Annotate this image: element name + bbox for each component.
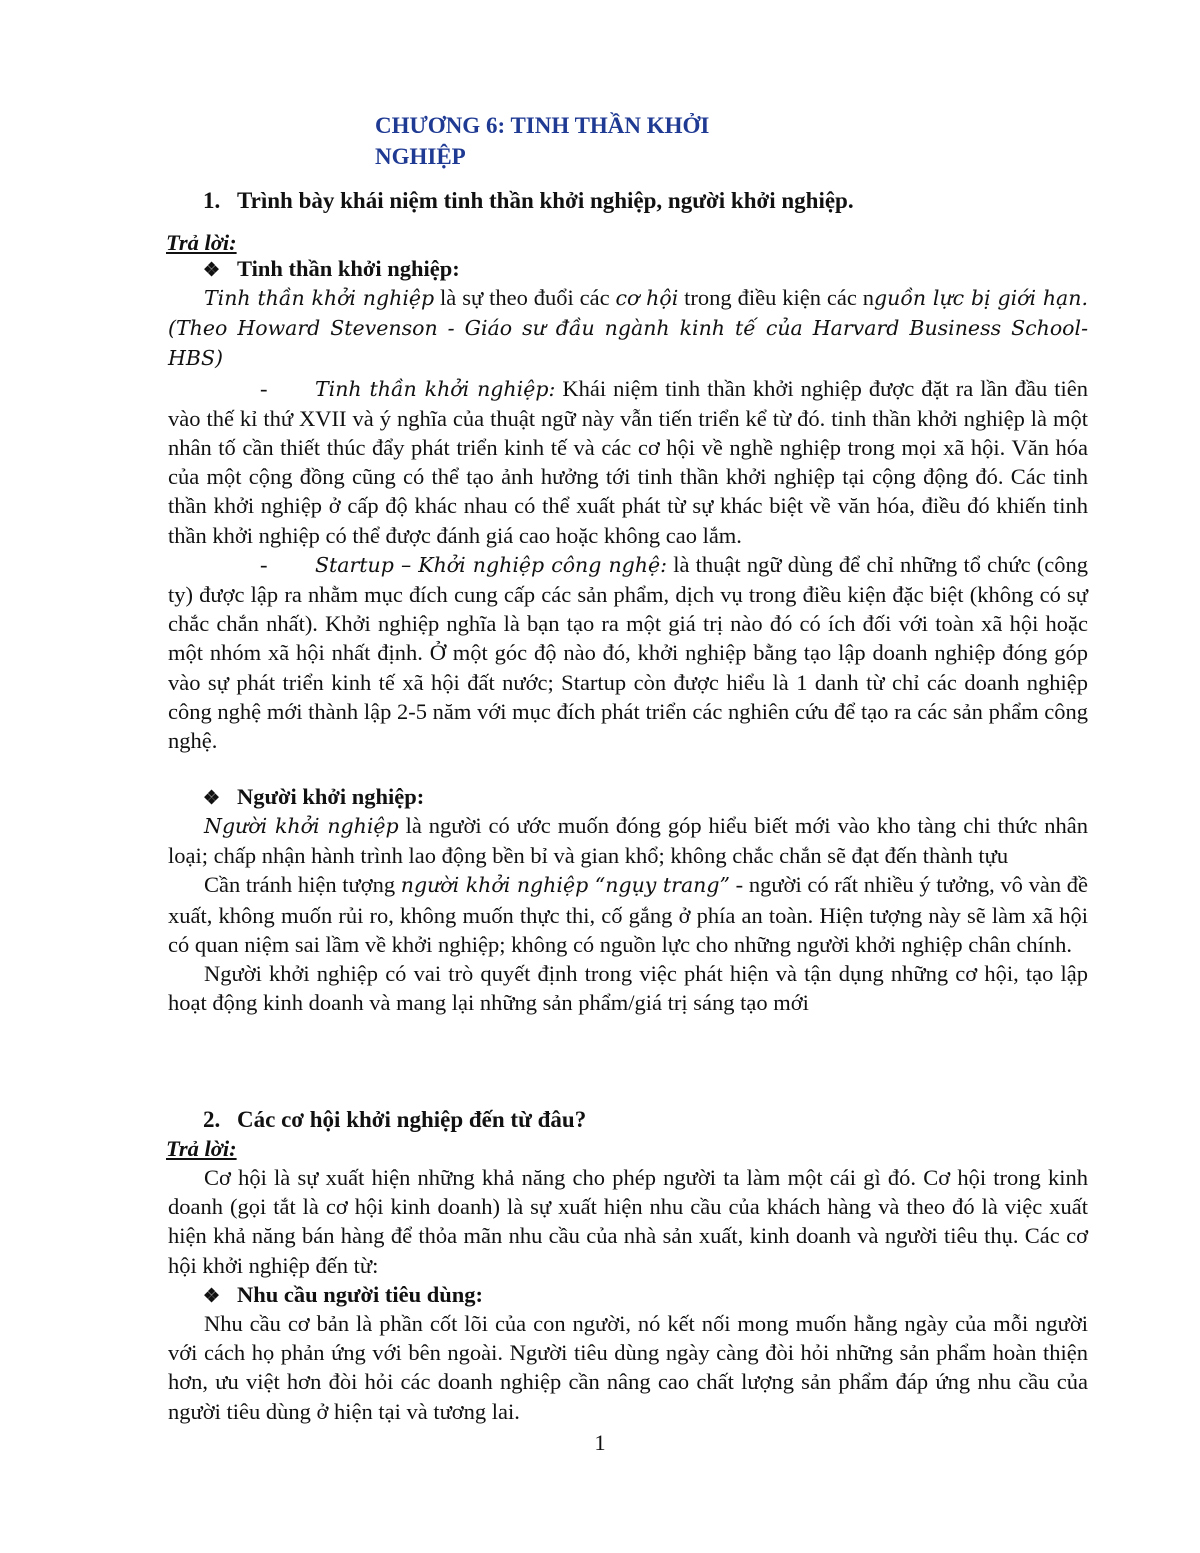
italic-term: Tinh thần khởi nghiệp:	[315, 376, 556, 401]
question-1-number: 1.	[203, 188, 221, 213]
question-2-number: 2.	[203, 1107, 221, 1132]
page-number: 1	[594, 1430, 606, 1455]
paragraph-nguoi-khoi-nghiep	[168, 811, 1088, 870]
italic-term: Người khởi nghiệp	[204, 814, 399, 838]
italic-term: Tinh thần khởi nghiệp	[204, 286, 435, 310]
italic-term: Startup – Khởi nghiệp công nghệ:	[315, 552, 668, 577]
paragraph-vai-tro: Người khởi nghiệp có vai trò quyết định trong việc phát hiện và tận dụng những cơ hội, tạo lập hoạt động kinh doanh và mang lại những sản phẩm/giá trị sáng tạo mới	[168, 961, 1088, 1016]
diamond-bullet-icon: ❖	[203, 1286, 221, 1307]
answer-label-1: Trả lời:	[166, 230, 237, 255]
chapter-title-line1: CHƯƠNG 6: TINH THẦN KHỞI	[375, 113, 710, 138]
section-1-body	[168, 283, 1088, 755]
paragraph-text: là sự theo đuổi các	[434, 285, 616, 310]
section-q2-body	[168, 1163, 1088, 1280]
question-2-text: Các cơ hội khởi nghiệp đến từ đâu?	[237, 1107, 587, 1132]
paragraph-nguy-trang	[168, 870, 1088, 959]
chapter-title	[375, 110, 709, 172]
diamond-bullet-icon: ❖	[203, 260, 221, 281]
paragraph-text: trong điều kiện các n	[678, 285, 875, 310]
question-1	[203, 186, 854, 216]
dash-item-startup	[168, 550, 1088, 755]
question-1-text: Trình bày khái niệm tinh thần khởi nghiệp, người khởi nghiệp.	[237, 188, 854, 213]
diamond-bullet-icon: ❖	[203, 788, 221, 809]
paragraph-nhu-cau: Nhu cầu cơ bản là phần cốt lõi của con người, nó kết nối mong muốn hằng ngày của mỗi người với cách họ phản ứng với bên ngoài. Người tiêu dùng ngày càng đòi hỏi những sản phẩm hoàn thiện hơn, ưu việt hơn đòi hỏi các doanh nghiệp cần nâng cao chất lượng sản phẩm đáp ứng nhu cầu của người tiêu dùng ở hiện tại và tương lai.	[168, 1311, 1088, 1424]
italic-term: người khởi nghiệp “ngụy trang”	[400, 873, 730, 898]
italic-citation: guồn lực bị giới hạn. (Theo Howard Stevenson - Giáo sư đầu ngành kinh tế của Harvard Business School-HBS)	[168, 286, 1088, 371]
paragraph-text: là thuật ngữ dùng để chỉ những tổ chức (công ty) được lập ra nhằm mục đích cung cấp các sản phẩm, dịch vụ trong điều kiện đặc biệt (không có sự chắc chắn nhất). Khởi nghiệp nghĩa là bạn tạo ra một giá trị nào đó có ích đối với toàn xã hội hoặc một nhóm xã hội nhất định. Ở một góc độ nào đó, khởi nghiệp bằng tạo lập doanh nghiệp đóng góp vào sự phát triển kinh tế xã hội đất nước; Startup còn được hiểu là 1 danh từ chỉ các doanh nghiệp công nghệ mới thành lập 2-5 năm với mục đích phát triển các nghiên cứu để tạo ra các sản phẩm công nghệ.	[168, 551, 1088, 754]
paragraph-text: - người có rất nhiều ý tưởng, vô vàn đề xuất, không muốn rủi ro, không muốn thực thi, cố gắng ở phía an toàn. Hiện tượng này sẽ làm xã hội có quan niệm sai lầm về khởi nghiệp; không có nguồn lực cho những người khởi nghiệp chân chính.	[168, 872, 1089, 957]
heading-nguoi-khoi-nghiep-text: Người khởi nghiệp:	[237, 784, 425, 809]
heading-tinh-than	[203, 254, 460, 286]
paragraph-text: là người có ước muốn đóng góp hiểu biết mới vào kho tàng chi thức nhân loại; chấp nhận hành trình lao động bền bỉ và gian khổ; không chắc chắn sẽ đạt đến thành tựu	[168, 813, 1088, 869]
paragraph-text: Khái niệm tinh thần khởi nghiệp được đặt ra lần đầu tiên vào thế kỉ thứ XVII và ý nghĩa của thuật ngữ này vẫn tiến triển kể từ đó. tinh thần khởi nghiệp là một nhân tố cần thiết thúc đẩy phát triển kinh tế và các cơ hội về nghề nghiệp trong mọi xã hội. Văn hóa của một cộng đồng cũng có thể tạo ảnh hưởng tới tinh thần khởi nghiệp tại cộng động đó. Các tinh thần khởi nghiệp ở cấp độ khác nhau có thể xuất phát từ sự khác biệt về văn hóa, điều đó khiến tinh thần khởi nghiệp có thể được đánh giá cao hoặc không cao lắm.	[168, 375, 1088, 548]
paragraph-text: Cần tránh hiện tượng	[204, 872, 401, 898]
italic-term: cơ hội	[615, 286, 679, 310]
section-2-body	[168, 811, 1088, 1017]
dash-marker: -	[260, 551, 268, 577]
dash-item-tinh-than	[168, 374, 1088, 550]
section-3-body	[168, 1309, 1088, 1426]
heading-nhu-cau	[203, 1280, 483, 1312]
chapter-title-line2: NGHIỆP	[375, 144, 466, 169]
heading-nguoi-khoi-nghiep	[203, 782, 424, 814]
dash-marker: -	[260, 375, 268, 401]
heading-nhu-cau-text: Nhu cầu người tiêu dùng:	[237, 1282, 484, 1307]
paragraph-co-hoi: Cơ hội là sự xuất hiện những khả năng cho phép người ta làm một cái gì đó. Cơ hội trong kinh doanh (gọi tắt là cơ hội kinh doanh) là sự xuất hiện nhu cầu của khách hàng và theo đó là việc xuất hiện khả năng bán hàng để thỏa mãn nhu cầu của nhà sản xuất, kinh doanh và người tiêu thụ. Các cơ hội khởi nghiệp đến từ:	[168, 1165, 1088, 1278]
answer-label-2: Trả lời:	[166, 1136, 237, 1161]
heading-tinh-than-text: Tinh thần khởi nghiệp:	[237, 256, 460, 281]
question-2	[203, 1105, 586, 1135]
paragraph-definition	[168, 283, 1088, 374]
